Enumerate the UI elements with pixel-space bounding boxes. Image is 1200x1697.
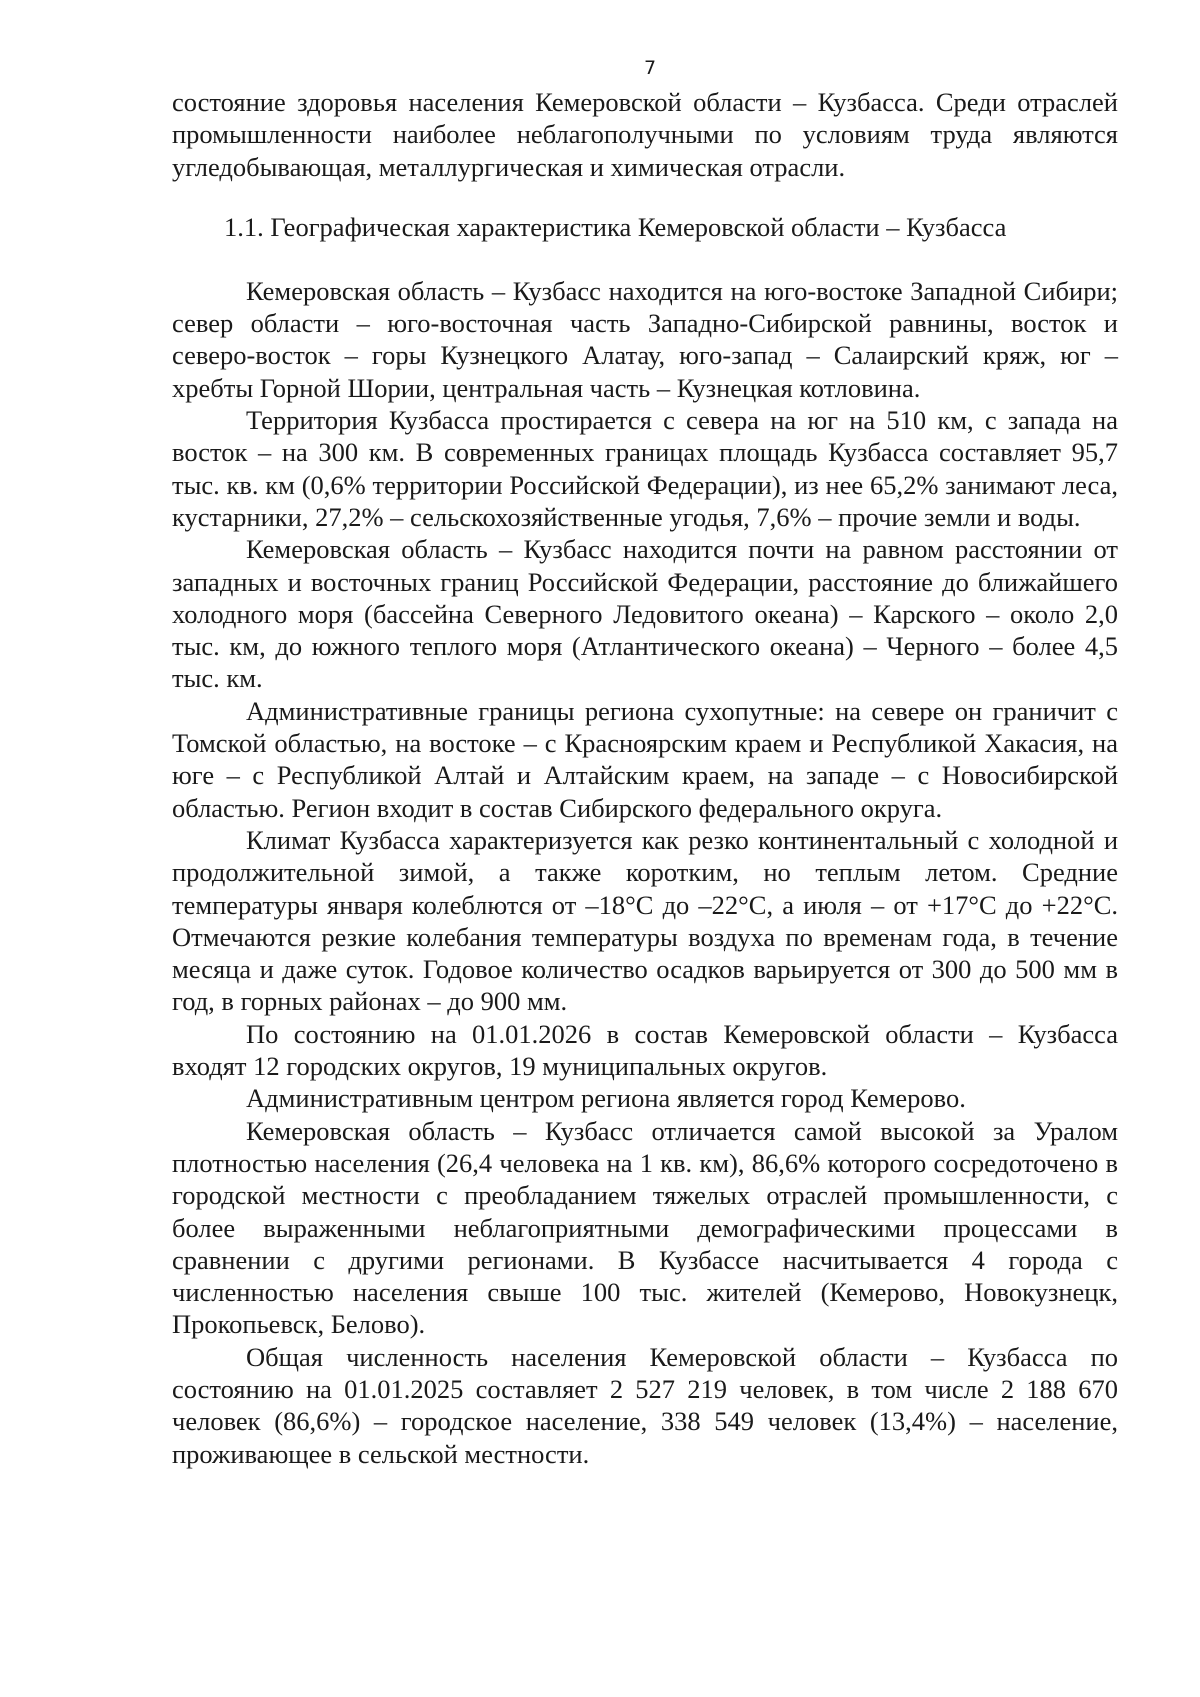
page-number: 7 <box>643 57 657 79</box>
section-heading: 1.1. Географическая характеристика Кемеровской области – Кузбасса <box>224 211 1007 242</box>
paragraph-seas: Кемеровская область – Кузбасс находится почти на равном расстоянии от западных и восточных границ Российской Федерации, расстояние до ближайшего холодного моря (бассейна Северного Ледовитого океана) – Карского – около 2,0 тыс. км, до южного теплого моря (Атлантического океана) – Черного – более 4,5 тыс. км. <box>172 534 1118 694</box>
intro-paragraph: состояние здоровья населения Кемеровской области – Кузбасса. Среди отраслей промышленности наиболее неблагополучными по условиям труда являются угледобывающая, металлургическая и химическая отрасли. <box>172 87 1118 182</box>
paragraph-admin-center: Административным центром региона является город Кемерово. <box>246 1083 966 1114</box>
paragraph-geography: Кемеровская область – Кузбасс находится на юго-востоке Западной Сибири; север области – юго-восточная часть Западно-Сибирской равнины, восток и северо-восток – горы Кузнецкого Алатау, юго-запад – Салаирский кряж, юг – хребты Горной Шории, центральная часть – Кузнецкая котловина. <box>172 275 1118 403</box>
document-page <box>172 56 1118 1470</box>
paragraph-population: Общая численность населения Кемеровской области – Кузбасса по состоянию на 01.01.2025 составляет 2 527 219 человек, в том числе 2 188 670 человек (86,6%) – городское население, 338 549 человек (13,4%) – население, проживающее в сельской местности. <box>172 1341 1118 1469</box>
paragraph-borders: Административные границы региона сухопутные: на севере он граничит с Томской областью, на востоке – с Красноярским краем и Республикой Хакасия, на юге – с Республикой Алтай и Алтайским краем, на западе – с Новосибирской областью. Регион входит в состав Сибирского федерального округа. <box>172 695 1118 823</box>
paragraph-municipalities: По состоянию на 01.01.2026 в состав Кемеровской области – Кузбасса входят 12 городских округов, 19 муниципальных округов. <box>172 1018 1118 1082</box>
paragraph-density: Кемеровская область – Кузбасс отличается самой высокой за Уралом плотностью населения (26,4 человека на 1 кв. км), 86,6% которого сосредоточено в городской местности с преобладанием тяжелых отраслей промышленности, с более выраженными неблагоприятными демографическими процессами в сравнении с другими регионами. В Кузбассе насчитывается 4 города с численностью населения свыше 100 тыс. жителей (Кемерово, Новокузнецк, Прокопьевск, Белово). <box>172 1115 1118 1340</box>
paragraph-climate: Климат Кузбасса характеризуется как резко континентальный с холодной и продолжительной зимой, а также коротким, но теплым летом. Средние температуры января колеблются от –18°С до –22°С, а июля – от +17°С до +22°С. Отмечаются резкие колебания температуры воздуха по временам года, в течение месяца и даже суток. Годовое количество осадков варьируется от 300 до 500 мм в год, в горных районах – до 900 мм. <box>172 824 1118 1017</box>
paragraph-territory: Территория Кузбасса простирается с севера на юг на 510 км, с запада на восток – на 300 км. В современных границах площадь Кузбасса составляет 95,7 тыс. кв. км (0,6% территории Российской Федерации), из нее 65,2% занимают леса, кустарники, 27,2% – сельскохозяйственные угодья, 7,6% – прочие земли и воды. <box>172 405 1118 532</box>
